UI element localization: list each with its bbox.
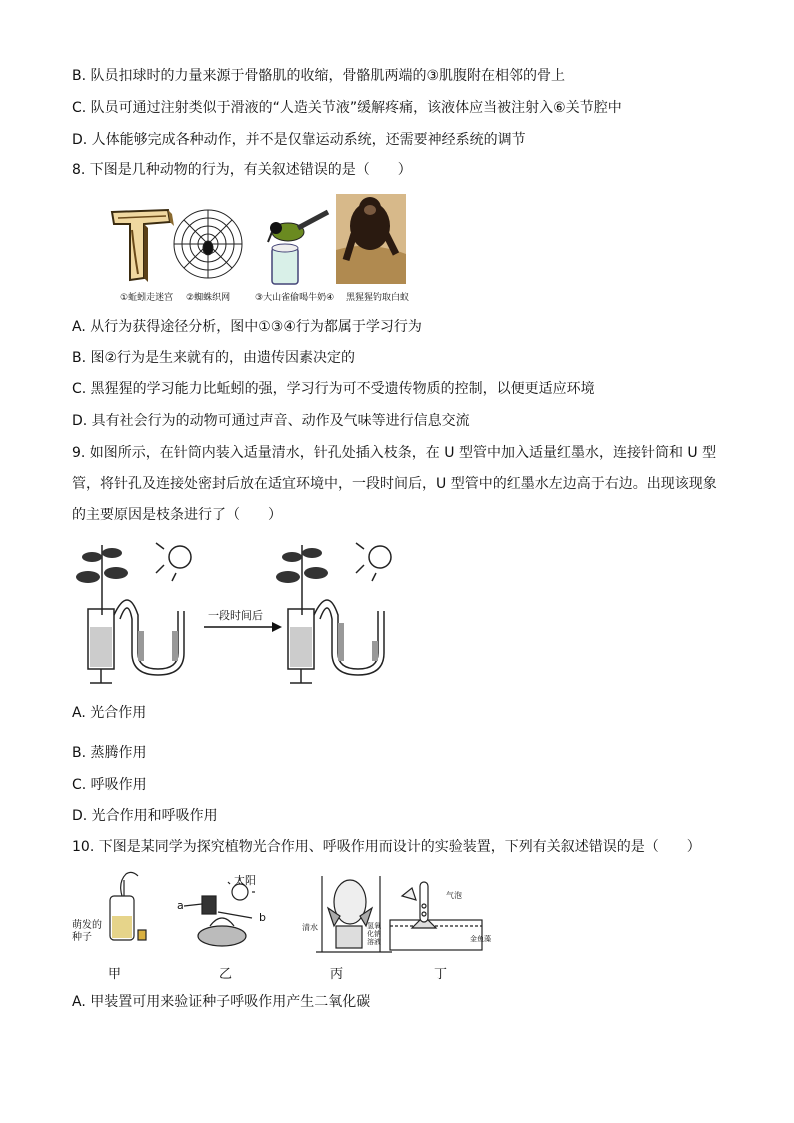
q9-stem: 9. 如图所示，在针筒内装入适量清水，针孔处插入枝条，在 U 型管中加入适量红墨水，连接针筒和 U 型管，将针孔及连接处密封后放在适宜环境中，一段时间后，U 型管中的红墨水左边高于右边。出现该现象的主要原因是枝条进行了（ ） — [72, 445, 717, 523]
q8-caption-4: 黑猩猩钓取白蚁 — [346, 293, 410, 303]
potted-plant-sun-image — [184, 878, 255, 946]
apparatus-before-image — [76, 543, 191, 683]
q8-option-d: D. 具有社会行为的动物可通过声音、动作及气味等进行信息交流 — [72, 413, 470, 429]
q10-label-bubble: 气泡 — [446, 891, 462, 900]
seed-jar-image — [110, 872, 146, 940]
q8-option-c: C. 黑猩猩的学习能力比蚯蚓的强，学习行为可不受遗传物质的控制，以便更适应环境 — [72, 381, 595, 397]
q8-stem: 8. 下图是几种动物的行为，有关叙述错误的是（ ） — [72, 162, 412, 178]
q9-arrow-label: 一段时间后 — [208, 609, 263, 622]
q10-name-jia: 甲 — [108, 967, 122, 982]
chimpanzee-image — [336, 194, 406, 284]
q7-option-c: C. 队员可通过注射类似于滑液的“人造关节液”缓解疼痛，该液体应当被注射入⑥关节腔中 — [72, 100, 622, 116]
q9-option-d: D. 光合作用和呼吸作用 — [72, 808, 218, 824]
q8-figure — [108, 190, 418, 305]
q10-name-yi: 乙 — [219, 967, 233, 982]
t-maze-image — [112, 210, 174, 282]
q8-caption-2: ②蜘蛛织网 — [186, 293, 231, 303]
q10-label-water: 清水 — [302, 923, 318, 932]
q10-label-sun: 太阳 — [234, 874, 256, 887]
q7-option-b: B. 队员扣球时的力量来源于骨骼肌的收缩，骨骼肌两端的③肌腹附在相邻的骨上 — [72, 68, 566, 84]
q10-label-plant: 金鱼藻 — [470, 935, 491, 943]
bird-milk-bottle-image — [268, 212, 328, 284]
q9-option-a: A. 光合作用 — [72, 705, 147, 721]
q10-name-bing: 丙 — [330, 967, 344, 982]
q9-option-b: B. 蒸腾作用 — [72, 745, 147, 761]
apparatus-after-image — [276, 543, 391, 683]
aquatic-plant-image — [390, 882, 482, 950]
q8-option-a: A. 从行为获得途径分析，图中①③④行为都属于学习行为 — [72, 319, 422, 335]
q10-stem: 10. 下图是某同学为探究植物光合作用、呼吸作用而设计的实验装置，下列有关叙述错误的是（ ） — [72, 839, 701, 855]
q8-caption-1: ①蚯蚓走迷宫 — [120, 293, 174, 303]
q8-option-b: B. 图②行为是生来就有的，由遗传因素决定的 — [72, 350, 356, 366]
q10-label-a: a — [177, 899, 184, 912]
q10-label-b: b — [259, 911, 266, 924]
time-arrow — [204, 622, 282, 632]
q8-caption-3: ③大山雀偷喝牛奶④ — [255, 293, 335, 303]
spider-web-image — [174, 210, 242, 278]
q10-label-naoh: 氢氧化钠溶液 — [367, 922, 381, 946]
q7-option-d: D. 人体能够完成各种动作，并不是仅靠运动系统，还需要神经系统的调节 — [72, 132, 526, 148]
q10-label-seeds: 萌发的种子 — [72, 920, 102, 943]
q10-figure — [72, 866, 502, 956]
q10-option-a: A. 甲装置可用来验证种子呼吸作用产生二氧化碳 — [72, 994, 371, 1010]
q10-name-ding: 丁 — [434, 967, 448, 982]
q9-option-c: C. 呼吸作用 — [72, 777, 147, 793]
